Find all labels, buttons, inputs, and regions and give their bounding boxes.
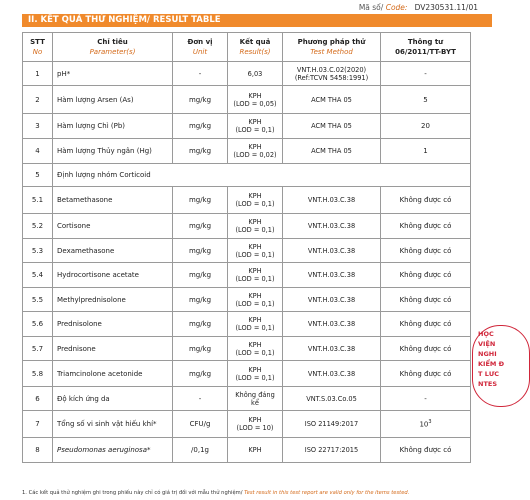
row-result: KPH (LOD = 0,1) [228,263,283,288]
row-limit: Không được có [381,214,471,239]
row-method: ACM THA 05 [283,114,381,139]
row-no: 5.1 [23,187,53,214]
table-row [23,387,471,411]
header-stt: STT No [23,33,53,62]
row-result: KPH (LOD = 0,1) [228,337,283,361]
row-parameter: Betamethasone [53,187,173,214]
row-result: 6,03 [228,62,283,86]
row-result: KPH (LOD = 10) [228,411,283,438]
table-row [23,263,471,288]
row-limit: 5 [381,86,471,114]
header-result: Kết quả Result(s) [228,33,283,62]
row-no: 5.4 [23,263,53,288]
row-method: ACM THA 05 [283,139,381,164]
table-row [23,312,471,337]
row-limit: Không được có [381,337,471,361]
table-row [23,114,471,139]
row-parameter: Prednisolone [53,312,173,337]
table-row [23,288,471,312]
row-method: ACM THA 05 [283,86,381,114]
row-parameter: Độ kích ứng da [53,387,173,411]
row-parameter: Dexamethasone [53,239,173,263]
row-parameter: pH* [53,62,173,86]
section-banner: II. KẾT QUẢ THỬ NGHIỆM/ RESULT TABLE [22,14,492,27]
row-limit: Không được có [381,263,471,288]
code-label-en: Code: [385,3,408,12]
row-no: 5.2 [23,214,53,239]
row-no: 5.8 [23,361,53,387]
row-unit: mg/kg [173,114,228,139]
row-result: KPH (LOD = 0,05) [228,86,283,114]
table-row [23,86,471,114]
row-unit: - [173,62,228,86]
red-seal-stamp: HỌC VIỆN NGHI KIỂM Đ T LƯC NTES [472,325,512,405]
row-result: KPH (LOD = 0,1) [228,239,283,263]
row-no: 4 [23,139,53,164]
row-unit: mg/kg [173,337,228,361]
row-method: VNT.H.03.C.38 [283,214,381,239]
row-result: KPH (LOD = 0,02) [228,139,283,164]
row-unit: mg/kg [173,239,228,263]
row-limit: Không được có [381,312,471,337]
row-method: VNT.H.03.C.02(2020) (Ref:TCVN 5458:1991) [283,62,381,86]
row-parameter: Methylprednisolone [53,288,173,312]
row-unit: mg/kg [173,214,228,239]
row-no: 2 [23,86,53,114]
row-limit: Không được có [381,361,471,387]
row-limit: Không được có [381,438,471,463]
row-unit: /0,1g [173,438,228,463]
row-parameter: Pseudomonas aeruginosa* [53,438,173,463]
row-method: VNT.H.03.C.38 [283,239,381,263]
footnote: 1. Các kết quả thử nghiệm ghi trong phiếu này chỉ có giá trị đối với mẫu thử nghiệm/ Test result in this test report are valid only for the items tested. [22,490,410,496]
row-result: KPH (LOD = 0,1) [228,288,283,312]
row-limit: $10^3$ [381,411,471,438]
row-unit: - [173,387,228,411]
row-no: 8 [23,438,53,463]
header-parameter: Chỉ tiêu Parameter(s) [53,33,173,62]
table-row [23,239,471,263]
row-method: VNT.H.03.C.38 [283,187,381,214]
row-parameter: Prednisone [53,337,173,361]
header-limit: Thông tư 06/2011/TT-BYT [381,33,471,62]
row-result: Không đáng kể [228,387,283,411]
row-result: KPH (LOD = 0,1) [228,114,283,139]
row-parameter: Triamcinolone acetonide [53,361,173,387]
table-row [23,337,471,361]
table-row [23,411,471,438]
row-result: KPH (LOD = 0,1) [228,214,283,239]
row-unit: mg/kg [173,86,228,114]
row-parameter: Định lượng nhóm Corticoid [53,164,471,187]
row-limit: 20 [381,114,471,139]
row-result: KPH [228,438,283,463]
row-limit: - [381,387,471,411]
row-unit: CFU/g [173,411,228,438]
row-unit: mg/kg [173,361,228,387]
row-no: 6 [23,387,53,411]
row-unit: mg/kg [173,288,228,312]
report-code [359,3,478,12]
header-unit: Đơn vị Unit [173,33,228,62]
row-no: 1 [23,62,53,86]
row-parameter: Tổng số vi sinh vật hiếu khí* [53,411,173,438]
table-row [23,62,471,86]
row-limit: 1 [381,139,471,164]
row-method: VNT.H.03.C.38 [283,288,381,312]
header-method: Phương pháp thử Test Method [283,33,381,62]
row-method: ISO 22717:2015 [283,438,381,463]
table-row [23,214,471,239]
row-limit: - [381,62,471,86]
row-parameter: Hàm lượng Chì (Pb) [53,114,173,139]
row-parameter: Hàm lượng Thủy ngân (Hg) [53,139,173,164]
code-label: Mã số/ [358,3,384,12]
row-unit: mg/kg [173,263,228,288]
table-header-row [23,33,471,62]
row-method: VNT.S.03.Co.05 [283,387,381,411]
row-no: 5.6 [23,312,53,337]
table-row [23,164,471,187]
row-no: 7 [23,411,53,438]
row-unit: mg/kg [173,312,228,337]
row-parameter: Hydrocortisone acetate [53,263,173,288]
code-value: DV230531.11/01 [414,3,478,12]
row-limit: Không được có [381,187,471,214]
row-result: KPH (LOD = 0,1) [228,187,283,214]
row-limit: Không được có [381,288,471,312]
row-result: KPH (LOD = 0,1) [228,361,283,387]
row-method: VNT.H.03.C.38 [283,312,381,337]
row-no: 3 [23,114,53,139]
row-method: VNT.H.03.C.38 [283,361,381,387]
table-row [23,187,471,214]
row-method: VNT.H.03.C.38 [283,263,381,288]
row-no: 5.3 [23,239,53,263]
row-result: KPH (LOD = 0,1) [228,312,283,337]
row-unit: mg/kg [173,139,228,164]
row-parameter: Hàm lượng Arsen (As) [53,86,173,114]
table-row [23,139,471,164]
row-parameter: Cortisone [53,214,173,239]
row-limit: Không được có [381,239,471,263]
row-method: ISO 21149:2017 [283,411,381,438]
row-method: VNT.H.03.C.38 [283,337,381,361]
results-table [22,32,471,463]
row-no: 5.7 [23,337,53,361]
table-row [23,361,471,387]
row-no: 5 [23,164,53,187]
row-no: 5.5 [23,288,53,312]
row-unit: mg/kg [173,187,228,214]
table-row [23,438,471,463]
